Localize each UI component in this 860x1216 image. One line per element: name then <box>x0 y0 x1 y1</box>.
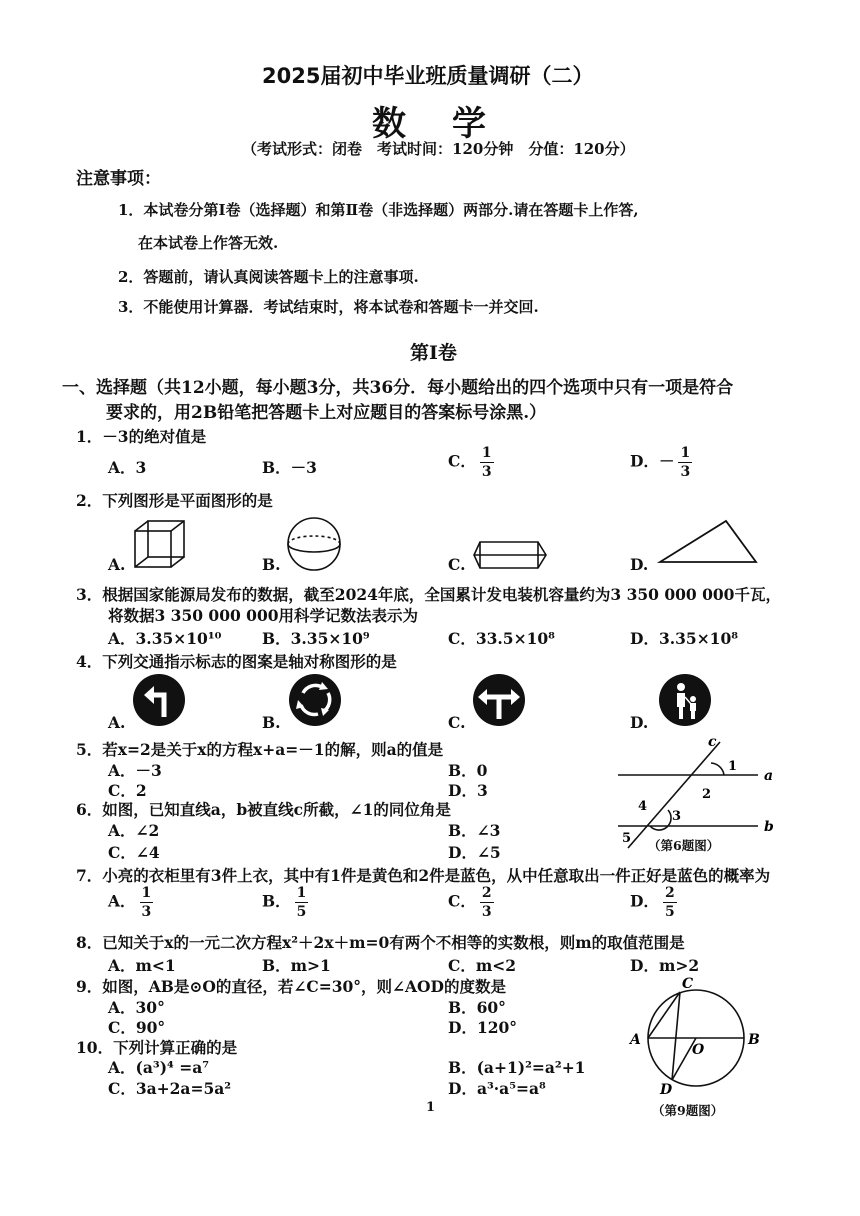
note-item-1: 1．本试卷分第Ⅰ卷（选择题）和第Ⅱ卷（非选择题）两部分.请在答题卡上作答, <box>118 201 639 219</box>
q1-stem: 1．－3的绝对值是 <box>76 427 207 446</box>
q8-option-a: A．m<1 <box>108 956 176 975</box>
q3-option-c: C．33.5×10⁸ <box>448 629 555 648</box>
q1-option-d <box>630 446 692 479</box>
left-right-turn-sign-icon <box>472 673 526 727</box>
sphere-figure <box>286 516 342 572</box>
q9-option-a: A．30° <box>108 998 165 1017</box>
q5-stem: 5．若x=2是关于x的方程x+a=－1的解，则a的值是 <box>76 740 444 759</box>
fraction-denominator: 3 <box>680 464 691 480</box>
q2-option-c: C. <box>448 555 466 574</box>
fraction-numerator: 1 <box>141 885 152 901</box>
q7-option-a-fraction <box>140 886 154 919</box>
fraction-numerator: 2 <box>664 885 675 901</box>
q4-option-a: A. <box>108 713 126 732</box>
left-turn-sign-icon <box>132 673 186 727</box>
q5-option-a: A．－3 <box>108 761 162 780</box>
q6-option-d: D．∠5 <box>448 843 501 862</box>
pedestrian-sign-icon <box>658 673 712 727</box>
chord-ac <box>648 992 680 1038</box>
q6-option-c: C．∠4 <box>108 843 160 862</box>
q7-option-d-label: D． <box>630 891 659 911</box>
fraction-numerator: 1 <box>296 885 307 901</box>
point-c-label: C <box>682 976 694 992</box>
note-item-2: 2．答题前，请认真阅读答题卡上的注意事项. <box>118 268 419 286</box>
q2-option-d: D. <box>630 555 649 574</box>
q1-option-a: A．3 <box>108 458 147 477</box>
point-a-label: A <box>630 1032 641 1048</box>
q10-option-b: B．(a+1)²=a²+1 <box>448 1058 586 1077</box>
point-d-label: D <box>660 1082 673 1098</box>
q8-option-c: C．m<2 <box>448 956 517 975</box>
section-instructions-line2: 要求的，用2B铅笔把答题卡上对应题目的答案标号涂黑.） <box>106 403 547 423</box>
triangle-figure <box>656 518 760 566</box>
note-item-3: 3．不能使用计算器．考试结束时，将本试卷和答题卡一并交回. <box>118 298 539 316</box>
q4-option-d: D. <box>630 713 649 732</box>
q3-option-b: B．3.35×10⁹ <box>262 629 370 648</box>
q7-option-d-fraction <box>663 886 677 919</box>
q7-option-b-fraction <box>295 886 309 919</box>
q3-option-d: D．3.35×10⁸ <box>630 629 739 648</box>
angle-4-label: 4 <box>638 799 648 814</box>
exam-info: （考试形式：闭卷 考试时间：120分钟 分值：120分） <box>242 140 635 158</box>
q9-option-c: C．90° <box>108 1018 166 1037</box>
q3-stem-line1: 3．根据国家能源局发布的数据，截至2024年底，全国累计发电装机容量约为3 350 000 000千瓦， <box>76 585 781 604</box>
q7-option-c <box>448 886 494 919</box>
q8-option-d: D．m>2 <box>630 956 700 975</box>
angle-5-label: 5 <box>622 831 632 846</box>
q4-stem: 4．下列交通指示标志的图案是轴对称图形的是 <box>76 652 397 671</box>
note-item-1-cont: 在本试卷上作答无效. <box>138 234 279 252</box>
q7-option-a-label: A． <box>108 891 136 911</box>
fraction-denominator: 3 <box>141 904 152 920</box>
q9-figure-caption: （第9题图） <box>652 1103 724 1118</box>
q2-option-b: B. <box>262 555 281 574</box>
q4-option-b: B. <box>262 713 281 732</box>
fraction-numerator: 1 <box>680 445 691 461</box>
angle-2-label: 2 <box>702 787 712 802</box>
q7-option-c-label: C． <box>448 891 476 911</box>
fraction-denominator: 3 <box>481 464 492 480</box>
q2-stem: 2．下列图形是平面图形的是 <box>76 491 273 510</box>
q10-option-c: C．3a+2a=5a² <box>108 1079 232 1098</box>
q10-stem: 10．下列计算正确的是 <box>76 1038 238 1057</box>
q8-option-b: B．m>1 <box>262 956 331 975</box>
q9-stem: 9．如图，AB是⊙O的直径，若∠C=30°，则∠AOD的度数是 <box>76 977 506 996</box>
volume-title: 第Ⅰ卷 <box>410 342 457 364</box>
fraction-numerator: 1 <box>481 445 492 461</box>
q3-option-a: A．3.35×10¹⁰ <box>108 629 222 648</box>
q1-option-c-fraction <box>480 446 494 479</box>
q1-option-d-label: D．－ <box>630 451 675 471</box>
label-a: a <box>764 768 774 784</box>
q10-option-d: D．a³·a⁵=a⁸ <box>448 1079 546 1098</box>
fraction-denominator: 5 <box>664 904 675 920</box>
q5-option-b: B．0 <box>448 761 488 780</box>
q6-option-a: A．∠2 <box>108 821 160 840</box>
section-instructions-line1: 一、选择题（共12小题，每小题3分，共36分．每小题给出的四个选项中只有一项是符合 <box>62 378 734 398</box>
prism-figure <box>472 538 548 572</box>
q1-option-d-fraction <box>678 446 692 479</box>
angle-1-label: 1 <box>728 759 738 774</box>
q9-circle-figure <box>624 972 764 1100</box>
q1-option-c <box>448 446 494 479</box>
q7-stem: 7．小亮的衣柜里有3件上衣，其中有1件是黄色和2件是蓝色，从中任意取出一件正好是蓝色的概率为 <box>76 866 771 885</box>
cube-figure <box>132 518 188 570</box>
fraction-denominator: 5 <box>296 904 307 920</box>
q5-option-c: C．2 <box>108 781 147 800</box>
fraction-numerator: 2 <box>481 885 492 901</box>
point-b-label: B <box>748 1032 760 1048</box>
q6-figure-caption: （第6题图） <box>648 838 720 853</box>
subject-title: 数学 <box>372 104 532 144</box>
q2-option-a: A. <box>108 555 126 574</box>
q9-option-d: D．120° <box>448 1018 518 1037</box>
q7-option-c-fraction <box>480 886 494 919</box>
q7-option-a <box>108 886 153 919</box>
q7-option-b <box>262 886 308 919</box>
label-c: c <box>708 734 717 750</box>
q9-option-b: B．60° <box>448 998 506 1017</box>
q1-option-c-label: C． <box>448 451 476 471</box>
notes-heading: 注意事项： <box>76 169 161 189</box>
q3-stem-line2: 将数据3 350 000 000用科学记数法表示为 <box>108 606 419 625</box>
q5-option-d: D．3 <box>448 781 488 800</box>
page-number: 1 <box>426 1100 436 1115</box>
angle-3-label: 3 <box>672 809 682 824</box>
q8-stem: 8．已知关于x的一元二次方程x²＋2x＋m=0有两个不相等的实数根，则m的取值范围是 <box>76 933 685 952</box>
q6-stem: 6．如图，已知直线a，b被直线c所截，∠1的同位角是 <box>76 800 451 819</box>
q10-option-a: A．(a³)⁴ =a⁷ <box>108 1058 210 1077</box>
q6-option-b: B．∠3 <box>448 821 501 840</box>
point-o-label: O <box>692 1042 705 1058</box>
fraction-denominator: 3 <box>481 904 492 920</box>
q4-option-c: C. <box>448 713 466 732</box>
q7-option-d <box>630 886 677 919</box>
q1-option-b: B．－3 <box>262 458 317 477</box>
label-b: b <box>764 819 774 835</box>
roundabout-sign-icon <box>288 673 342 727</box>
q7-option-b-label: B． <box>262 891 291 911</box>
exam-title: 2025届初中毕业班质量调研（二） <box>262 64 594 88</box>
